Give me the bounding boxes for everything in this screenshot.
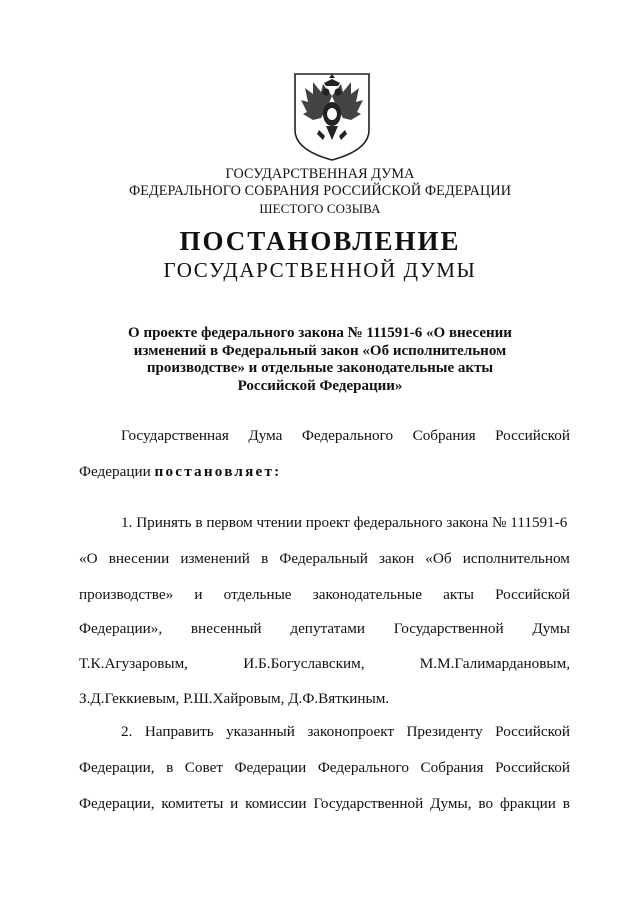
subject-line: производстве» и отдельные законодательные акты [146,360,494,376]
resolution-subject [100,325,540,395]
item1-word: Федеральный [279,550,368,567]
item2-word: Федерации [234,759,307,776]
item2-word: законопроект [307,723,395,740]
item2-word: Российской [495,723,570,740]
item1-word: И.Б.Богуславским, [243,655,365,672]
item2-word: комиссии [245,795,307,812]
preamble-word: Государственная [121,427,229,444]
item1-word: депутатами [290,620,366,637]
item1-word: внесенный [190,620,262,637]
preamble-line-1 [79,427,570,445]
item1-word: «О [79,550,98,567]
item2-word: Направить [144,723,214,740]
item2-word: Думы, [430,795,472,812]
item1-word: Думы [532,620,570,637]
item2-line-2 [79,759,570,777]
document-issuer-title: ГОСУДАРСТВЕННОЙ ДУМЫ [163,258,477,282]
preamble-word: Федерального [301,427,394,444]
item2-line-3 [79,795,570,813]
item1-word: в [261,550,269,567]
header-federal-assembly: ФЕДЕРАЛЬНОГО СОБРАНИЯ РОССИЙСКОЙ ФЕДЕРАЦИИ [128,183,512,199]
item1-word: законодательные [312,586,422,603]
preamble-word: Российской [495,427,570,444]
item1-word: изменений [180,550,250,567]
item1-word: производстве» [79,586,174,603]
item2-word: и [230,795,239,812]
item1-line-4 [79,620,570,638]
item2-word: указанный [226,723,295,740]
document-type-title: ПОСТАНОВЛЕНИЕ [179,226,461,256]
item1-line-6: З.Д.Геккиевым, Р.Ш.Хайровым, Д.Ф.Вяткиным. [79,690,390,707]
item2-word: Федерации, [79,795,155,812]
item1-word: отдельные [223,586,292,603]
item1-word: акты [443,586,474,603]
header-convocation: ШЕСТОГО СОЗЫВА [259,201,381,216]
item1-line-5 [79,655,570,673]
item2-word: Федерации, [79,759,155,776]
decree-word: постановляет: [154,463,282,480]
item1-line-1: 1. Принять в первом чтении проект федерального закона № 111591-6 [121,514,568,531]
item2-line-1 [79,723,570,741]
item2-word: в [166,759,174,776]
item2-word: Собрания [420,759,484,776]
item1-word: Российской [495,586,570,603]
item2-word: Президенту [406,723,483,740]
item1-word: «Об [425,550,452,567]
item1-word: Государственной [393,620,504,637]
item2-word: 2. [121,723,133,740]
item1-word: закон [379,550,415,567]
subject-line: Российской Федерации» [237,377,403,394]
item1-word: внесении [108,550,170,567]
item2-word: комитеты [161,795,224,812]
subject-line: изменений в Федеральный закон «Об исполнительном [133,342,507,359]
item1-word: исполнительном [462,550,570,567]
item1-word: Федерации», [79,620,163,637]
preamble-word: Федерации [79,463,151,480]
subject-line: О проекте федерального закона № 111591-6 «О внесении [128,325,512,341]
item2-word: Совет [184,759,223,776]
preamble-word: Собрания [412,427,476,444]
item2-word: в [562,795,570,812]
preamble-line-2 [79,463,570,481]
item1-word: М.М.Галимардановым, [419,655,570,672]
item1-line-3 [79,586,570,604]
item2-word: Государственной [313,795,424,812]
coat-of-arms-emblem [291,70,373,162]
item2-word: Российской [495,759,570,776]
preamble-word: Дума [248,427,283,444]
header-duma: ГОСУДАРСТВЕННАЯ ДУМА [225,166,415,182]
item1-line-2 [79,550,570,568]
item1-word: Т.К.Агузаровым, [79,655,188,672]
item2-word: фракции [499,795,556,812]
item2-word: Федерального [317,759,409,776]
item2-word: во [478,795,494,812]
item1-word: и [194,586,203,603]
